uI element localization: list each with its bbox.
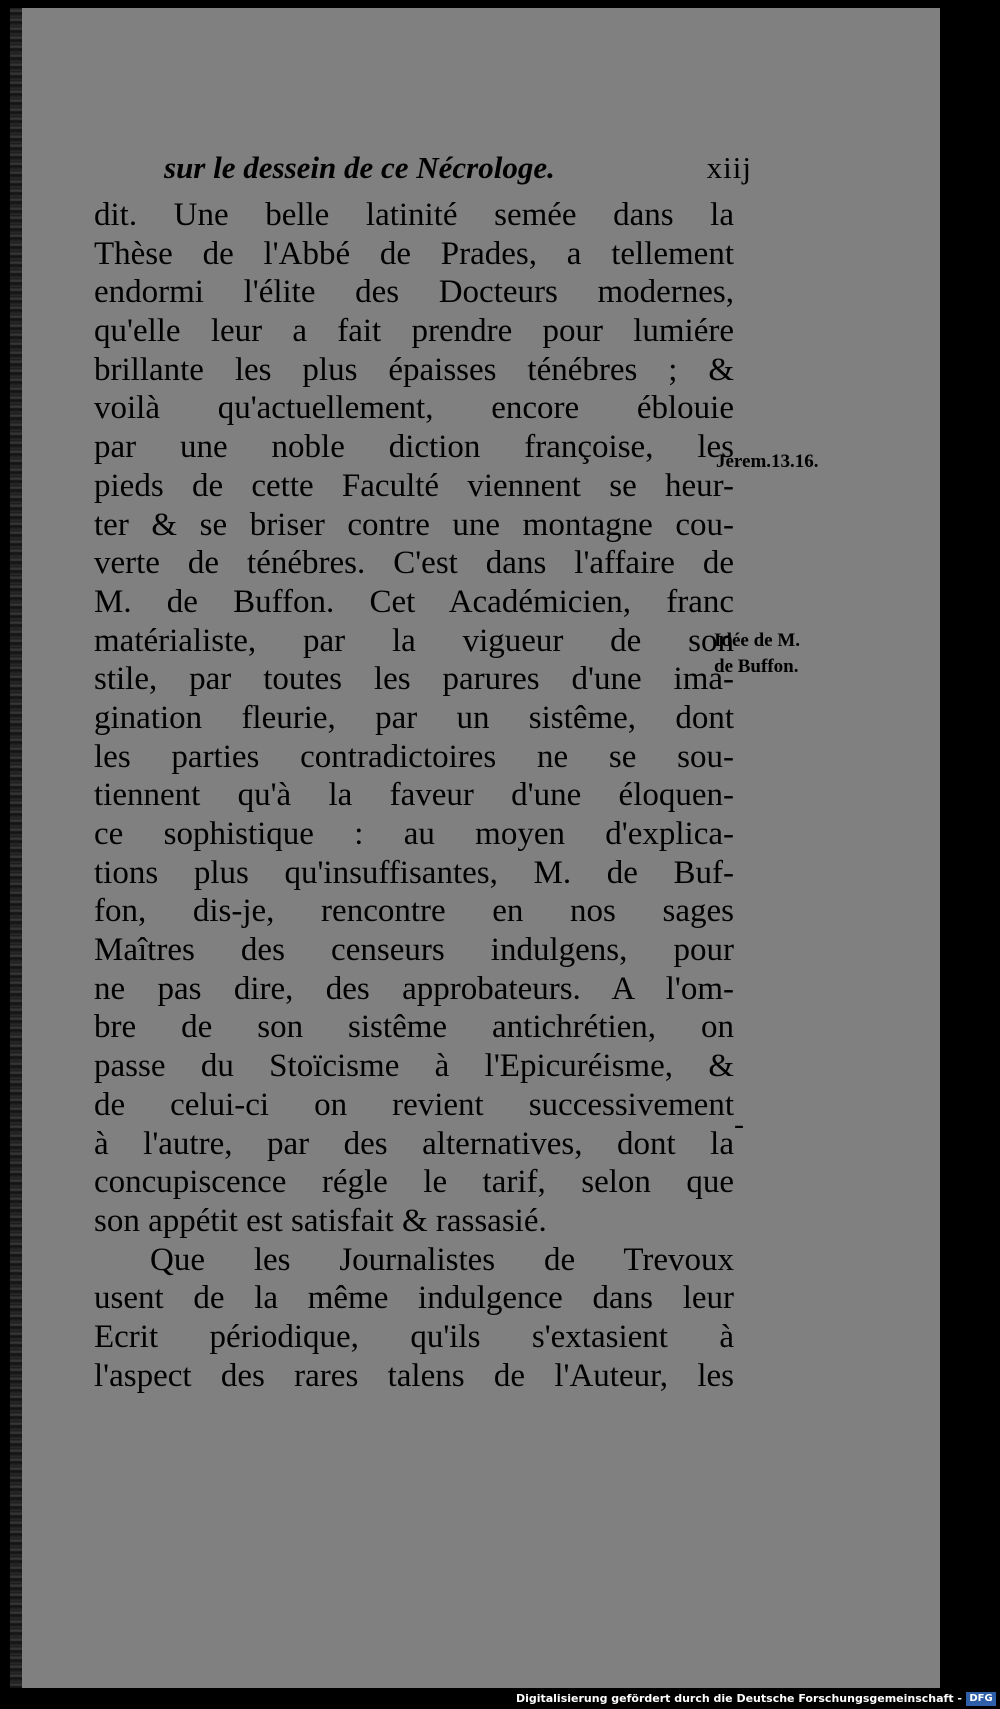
text-line: endormi l'élite des Docteurs modernes,	[94, 274, 734, 311]
body-text	[94, 150, 752, 1395]
text-line: par une noble diction françoise, les	[94, 429, 734, 466]
text-line: de celui-ci on revient successivement	[94, 1086, 734, 1123]
text-line: ter & se briser contre une montagne cou-	[94, 506, 734, 543]
footer-bar	[0, 1690, 1000, 1709]
text-line: bre de son sistême antichrétien, on	[94, 1009, 734, 1046]
text-line: fon, dis-je, rencontre en nos sages	[94, 893, 734, 930]
text-line: stile, par toutes les parures d'une ima-	[94, 661, 734, 698]
running-head	[94, 150, 752, 196]
running-head-title: sur le dessein de ce Nécrologe.	[164, 150, 555, 185]
text-line: passe du Stoïcisme à l'Epicuréisme, &	[94, 1048, 734, 1085]
text-line: Maîtres des censeurs indulgens, pour	[94, 932, 734, 969]
text-line: verte de ténébres. C'est dans l'affaire de	[94, 545, 734, 582]
text-line: qu'elle leur a fait prendre pour lumiére	[94, 313, 734, 350]
text-line: ce sophistique : au moyen d'explica-	[94, 816, 734, 852]
text-line: M. de Buffon. Cet Académicien, franc	[94, 583, 734, 620]
text-line: usent de la même indulgence dans leur	[94, 1280, 734, 1317]
margin-note-buffon-line: de Buffon.	[714, 656, 799, 677]
text-line: voilà qu'actuellement, encore éblouie	[94, 390, 734, 427]
text-line: gination fleurie, par un sistême, dont	[94, 699, 734, 736]
text-line-paragraph-start: Que les Journalistes de Trevoux	[150, 1241, 734, 1278]
text-line: brillante les plus épaisses ténébres ; &	[94, 351, 734, 388]
scanned-page	[10, 8, 940, 1688]
dfg-logo[interactable]: DFG	[966, 1692, 996, 1706]
text-line: matérialiste, par la vigueur de son	[94, 622, 734, 659]
text-line: les parties contradictoires ne se sou-	[94, 738, 734, 775]
text-line: dit. Une belle latinité semée dans la	[94, 197, 734, 233]
text-line: concupiscence régle le tarif, selon que	[94, 1164, 734, 1201]
text-line: tions plus qu'insuffisantes, M. de Buf-	[94, 854, 734, 891]
text-line: son appétit est satisfait & rassasié.	[94, 1202, 547, 1239]
stray-mark: -	[734, 1108, 744, 1141]
text-line: ne pas dire, des approbateurs. A l'om-	[94, 970, 734, 1007]
binding-edge	[10, 8, 22, 1688]
text-line: à l'autre, par des alternatives, dont la	[94, 1125, 734, 1162]
funding-credit: Digitalisierung gefördert durch die Deutsche Forschungsgemeinschaft -	[515, 1692, 962, 1705]
text-line: Thèse de l'Abbé de Prades, a tellement	[94, 235, 734, 272]
margin-note-buffon-line: Idée de M.	[714, 630, 801, 651]
margin-note-jeremiah: Jerem.13.16.	[716, 451, 819, 472]
text-line: l'aspect des rares talens de l'Auteur, les	[94, 1357, 734, 1394]
text-line: pieds de cette Faculté viennent se heur-	[94, 467, 734, 504]
page-number: xiij	[706, 150, 752, 185]
text-line: Ecrit périodique, qu'ils s'extasient à	[94, 1318, 734, 1355]
text-line: tiennent qu'à la faveur d'une éloquen-	[94, 777, 734, 814]
margin-note-buffon	[714, 628, 800, 680]
